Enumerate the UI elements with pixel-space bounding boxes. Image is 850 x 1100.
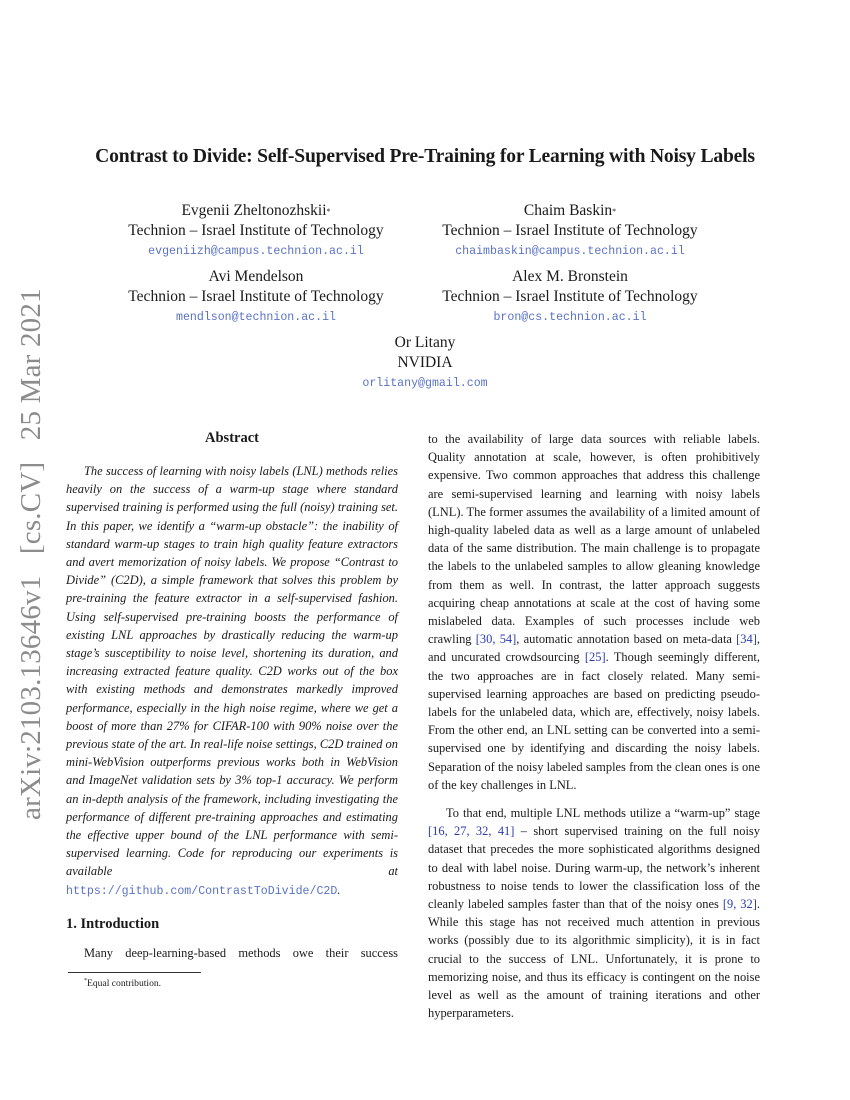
author-block xyxy=(410,201,730,261)
author-affiliation: Technion – Israel Institute of Technology xyxy=(128,288,384,305)
paper-title: Contrast to Divide: Self-Supervised Pre-Training for Learning with Noisy Labels xyxy=(95,146,755,167)
author-name: Or Litany xyxy=(394,334,456,351)
arxiv-date: 25 Mar 2021 xyxy=(15,288,47,441)
introduction-paragraph-1: to the availability of large data sources with reliable labels. Quality annotation at scale, however, is often prohibitively expensive. Two common approaches that address this challenge are semi-supervised learning and learning with noisy labels (LNL). The former assumes the availability of a limited amount of high-quality labeled data as well as a large amount of unlabeled data of the same distribution. The main challenge is to propagate the labels to the unlabeled samples to allow gleaning knowledge from them as well. In contrast, the latter approach suggests acquiring cheap annotations at scale at the cost of having some mislabeled data. Examples of such processes include web crawling [30, 54], automatic annotation based on meta-data [34], and uncurated crowdsourcing [25]. Though seemingly different, the two approaches are in fact closely related. Many semi-supervised learning approaches are based on predicting pseudo-labels for the unlabeled data, which are, effectively, noisy labels. From the other end, an LNL setting can be converted into a semi-supervised one by identifying and discarding the noisy labels. Separation of the noisy labeled samples from the clean ones is one of the key challenges in LNL. xyxy=(428,432,760,792)
author-name: Alex M. Bronstein xyxy=(512,268,628,285)
author-name: Avi Mendelson xyxy=(208,268,304,285)
author-block xyxy=(96,267,416,327)
author-email-link[interactable]: chaimbaskin@campus.technion.ac.il xyxy=(455,245,685,258)
right-column xyxy=(428,430,760,1023)
citation-link[interactable]: [16, 27, 32, 41] xyxy=(428,824,515,839)
author-email-link[interactable]: mendlson@technion.ac.il xyxy=(175,311,337,324)
author-name: Chaim Baskin* xyxy=(523,202,617,219)
author-name: Evgenii Zheltonozhskii* xyxy=(181,202,331,219)
author-affiliation: Technion – Israel Institute of Technology xyxy=(442,222,698,239)
citation-link[interactable]: [30, 54] xyxy=(475,632,517,647)
author-block xyxy=(96,201,416,261)
arxiv-stamp xyxy=(15,274,48,820)
arxiv-category: [cs.CV] xyxy=(15,461,47,555)
author-email-link[interactable]: bron@cs.technion.ac.il xyxy=(493,311,647,324)
citation-link[interactable]: [9, 32] xyxy=(722,897,757,912)
author-affiliation: NVIDIA xyxy=(397,354,453,371)
author-block xyxy=(410,267,730,327)
arxiv-id: arXiv:2103.13646v1 xyxy=(15,575,47,820)
left-column xyxy=(66,430,398,901)
footnote-divider xyxy=(68,972,201,973)
footnote: *Equal contribution. xyxy=(84,978,162,989)
code-link[interactable]: https://github.com/ContrastToDivide/C2D xyxy=(66,884,338,898)
abstract-body: The success of learning with noisy labels (LNL) methods relies heavily on the success of a warm-up stage where standard supervised training is performed using the full (noisy) training set. In this paper, we identify a “warm-up obstacle”: the inability of standard warm-up stages to train high quality feature extractors and avert memorization of noisy labels. We propose “Contrast to Divide” (C2D), a simple framework that solves this problem by pre-training the feature extractor in a self-supervised fashion. Using self-supervised pre-training boosts the performance of existing LNL approaches by drastically reducing the warm-up stage’s susceptibility to noise level, shortening its duration, and increasing extracted feature quality. C2D works out of the box with existing methods and demonstrates markedly improved performance, especially in the high noise regime, where we get a boost of more than 27% for CIFAR-100 with 90% noise over the previous state of the art. In real-life noise settings, C2D trained on mini-WebVision outperforms previous works both in WebVision and ImageNet validation sets by 3% top-1 accuracy. We perform an in-depth analysis of the framework, including investigating the performance of different pre-training approaches and estimating the effective upper bound of the LNL performance with semi-supervised learning. Code for reproducing our experiments is available at https://github.com/ContrastToDivide/C2D. xyxy=(66,464,398,898)
author-email-link[interactable]: evgeniizh@campus.technion.ac.il xyxy=(148,245,364,258)
author-affiliation: Technion – Israel Institute of Technology xyxy=(128,222,384,239)
section-heading-introduction: 1. Introduction xyxy=(66,916,160,932)
author-email-link[interactable]: orlitany@gmail.com xyxy=(362,377,488,390)
citation-link[interactable]: [34] xyxy=(736,632,757,647)
citation-link[interactable]: [25] xyxy=(584,650,606,665)
author-block xyxy=(265,333,585,393)
introduction-first-line: Many deep-learning-based methods owe their success xyxy=(84,946,398,960)
abstract-heading: Abstract xyxy=(205,430,259,446)
introduction-paragraph-2: To that end, multiple LNL methods utilize a “warm-up” stage [16, 27, 32, 41] – short supervised training on the full noisy dataset that precedes the more sophisticated algorithms designed to deal with label noise. During warm-up, the network’s inherent robustness to noise tends to lower the classification loss of the cleanly labeled samples faster than that of the noisy ones [9, 32]. While this stage has not received much attention in previous works (possibly due to its algorithmic simplicity), it is in fact crucial to the success of LNL. Unfortunately, it is prone to memorizing noise, and thus its efficacy is contingent on the noise level as well as the amount of training iterations and other hyperparameters. xyxy=(428,806,760,1021)
author-affiliation: Technion – Israel Institute of Technology xyxy=(442,288,698,305)
